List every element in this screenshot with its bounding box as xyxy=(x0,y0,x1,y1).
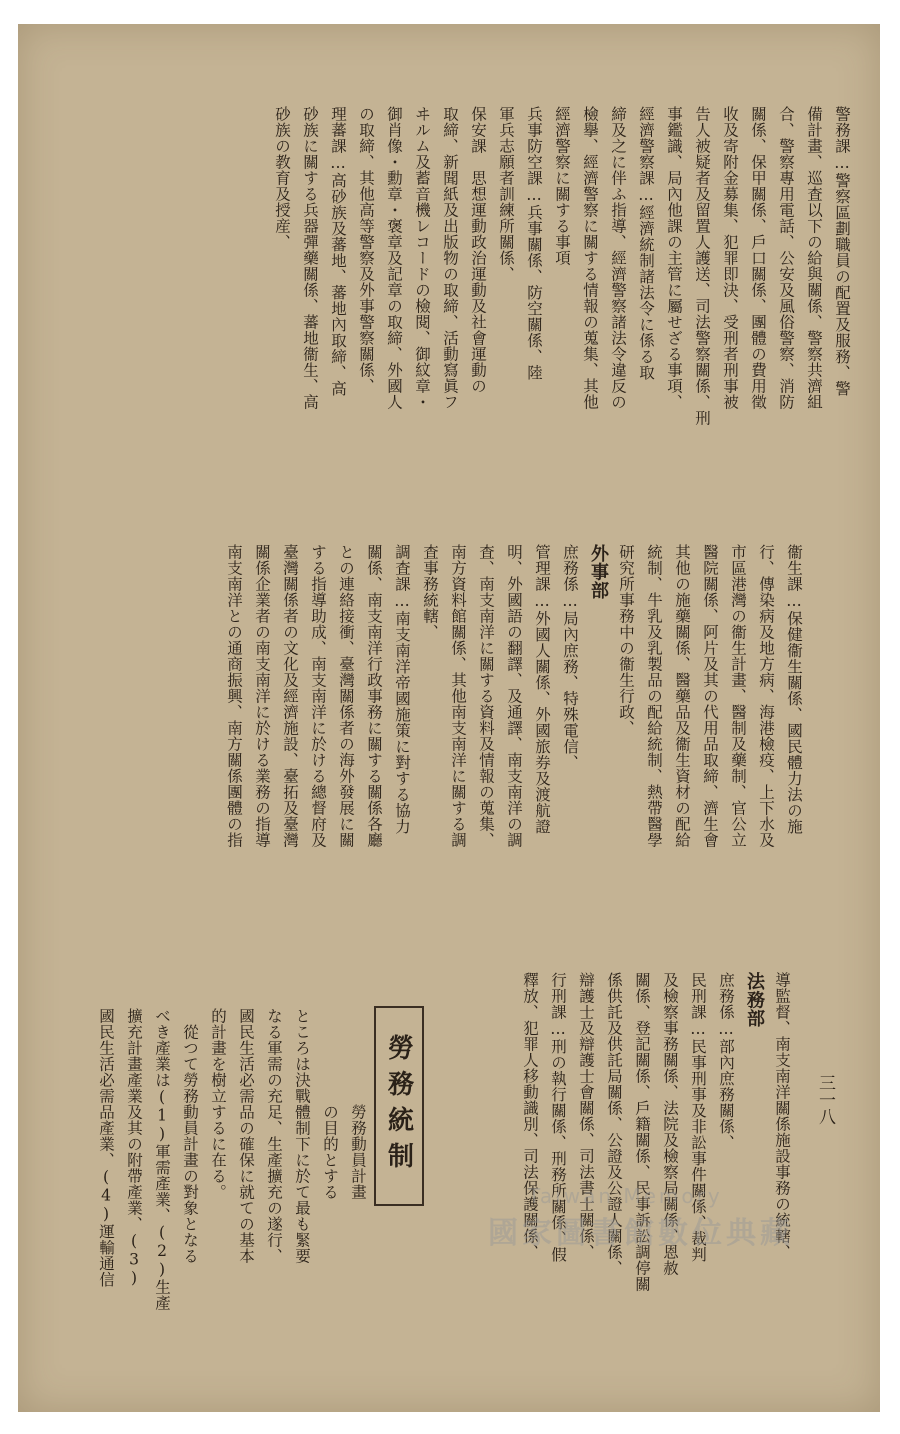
text-line: 砂族の教育及授産、 xyxy=(273,106,291,250)
text-line: 勞務動員計畫 xyxy=(349,1008,367,1200)
text-line: 南支南洋との通商振興、南方關係團體の指 xyxy=(225,544,243,848)
text-line: 關係、保甲關係、戶口關係、團體の費用徵 xyxy=(749,106,767,410)
text-line: 經濟警察課…經濟統制諸法令に係る取 xyxy=(637,106,655,381)
top-text-block xyxy=(96,106,856,546)
page-number: 三一八 xyxy=(815,1074,835,1125)
text-line: 事鑑識、局內他課の主管に屬せざる事項、 xyxy=(665,106,683,410)
text-line: 經濟警察に關する事項 xyxy=(553,106,571,266)
text-line: 辯護士及辯護士會關係、司法書士關係、 xyxy=(577,972,595,1260)
text-line: ヰルム及蓄音機レコードの檢閱、御紋章・ xyxy=(413,106,431,410)
text-line: 保安課 思想運動政治運動及社會運動の xyxy=(469,106,487,394)
text-line: する指導助成、南支南洋に於ける總督府及 xyxy=(309,544,327,848)
text-line: 砂族に關する兵器彈藥關係、蕃地衞生、高 xyxy=(301,106,319,410)
text-line: 統制、牛乳及乳製品の配給統制、熱帶醫學 xyxy=(645,544,663,848)
text-line: 國民生活必需品の確保に就ての基本 xyxy=(237,1008,255,1264)
text-line: 査事務統轄、 xyxy=(421,544,439,640)
text-line: 査、南支南洋に關する資料及情報の蒐集、 xyxy=(477,544,495,848)
bottom-left-text-block xyxy=(50,1008,372,1368)
text-line: 從つて勞務動員計畫の對象となる xyxy=(181,1008,199,1264)
text-line: 醫院關係、阿片及其の代用品取締、濟生會 xyxy=(701,544,719,848)
text-line: 臺灣關係者の文化及經濟施設、臺拓及臺灣 xyxy=(281,544,299,848)
text-line: 關係企業者の南支南洋に於ける業務の指導 xyxy=(253,544,271,848)
text-line: 行刑課…刑の執行關係、刑務所關係、假 xyxy=(549,972,567,1263)
text-line: 法務部 xyxy=(744,972,765,1028)
text-line: 導監督、南支南洋關係施設事務の統轄、 xyxy=(773,972,791,1260)
text-line: 關係、南支南洋行政事務に關する關係各廳 xyxy=(365,544,383,848)
text-line: ところは決戰體制下に於て最も緊要 xyxy=(293,1008,311,1264)
text-line: 管理課…外國人關係、外國旅券及渡航證 xyxy=(533,544,551,835)
text-line: 外事部 xyxy=(588,544,609,600)
text-line: 庶務係…部內庶務關係、 xyxy=(717,972,735,1151)
scanned-page xyxy=(18,24,880,1412)
text-line: 關係、登記關係、戶籍關係、民事訴訟調停關 xyxy=(633,972,651,1292)
text-line: との連絡接衝、臺灣關係者の海外發展に關 xyxy=(337,544,355,848)
text-line: 研究所事務中の衞生行政、 xyxy=(617,544,635,736)
text-line: 合、警察專用電話、公安及風俗警察、消防 xyxy=(777,106,795,410)
text-line: 取締、新聞紙及出版物の取締、活動寫眞フ xyxy=(441,106,459,410)
text-line: 理蕃課…高砂族及蕃地、蕃地內取締、高 xyxy=(329,106,347,397)
middle-text-block xyxy=(48,544,808,964)
text-line: 備計畫、巡査以下の給與關係、警察共濟組 xyxy=(805,106,823,410)
text-line: 締及之に伴ふ指導、經濟警察諸法令違反の xyxy=(609,106,627,410)
text-line: なる軍需の充足、生產擴充の遂行、 xyxy=(265,1008,283,1264)
section-title-box: 勞務統制 xyxy=(374,1006,424,1206)
text-line: 民刑課…民事刑事及非訟事件關係、裁判 xyxy=(689,972,707,1263)
text-line: の目的とする xyxy=(321,1008,339,1200)
text-line: 兵事防空課…兵事關係、防空關係、陸 xyxy=(525,106,543,381)
text-line: 市區港灣の衞生計畫、醫制及藥制、官公立 xyxy=(729,544,747,848)
text-line: 告人被疑者及留置人護送、司法警察關係、刑 xyxy=(693,106,711,426)
text-line: 庶務係…局內庶務、特殊電信、 xyxy=(561,544,579,771)
watermark-english: Taiwan Memory xyxy=(528,1184,723,1208)
text-line: 檢擧、經濟警察に關する情報の蒐集、其他 xyxy=(581,106,599,410)
text-line: 收及寄附金募集、犯罪即決、受刑者刑事被 xyxy=(721,106,739,410)
text-line: 御肖像・勳章・褒章及記章の取締、外國人 xyxy=(385,106,403,410)
text-line: の取締、其他高等警察及外事警察關係、 xyxy=(357,106,375,394)
text-line: 及檢察事務關係、法院及檢察局關係、恩赦 xyxy=(661,972,679,1276)
text-line: 係供託及供託局關係、公證及公證人關係、 xyxy=(605,972,623,1276)
watermark-chinese: 國家圖書館數位典藏 xyxy=(488,1216,794,1251)
text-line: 明、外國語の翻譯、及通譯、南支南洋の調 xyxy=(505,544,523,848)
bottom-right-text-block xyxy=(466,972,796,1362)
text-line: 南方資料館關係、其他南支南洋に關する調 xyxy=(449,544,467,848)
text-line: 國民生活必需品產業、(4)運輸通信 xyxy=(97,1008,115,1288)
text-line: べき產業は(1)軍需產業、(2)生產 xyxy=(153,1008,171,1311)
text-line: 衞生課…保健衞生關係、國民體力法の施 xyxy=(785,544,803,835)
text-line: 軍兵志願者訓練所關係、 xyxy=(497,106,515,282)
text-line: 釋放、犯罪人移動識別、司法保護關係、 xyxy=(521,972,539,1260)
text-line: 警務課…警察區劃職員の配置及服務、警 xyxy=(833,106,851,397)
text-line: 行、傳染病及地方病、海港檢疫、上下水及 xyxy=(757,544,775,848)
text-line: 調査課…南支南洋帝國施策に對する協力 xyxy=(393,544,411,835)
text-line: 其他の施藥關係、醫藥品及衞生資材の配給 xyxy=(673,544,691,848)
text-line: 的計畫を樹立するに在る。 xyxy=(209,1008,227,1200)
text-line: 擴充計畫產業及其の附帶產業、(3) xyxy=(125,1008,143,1288)
